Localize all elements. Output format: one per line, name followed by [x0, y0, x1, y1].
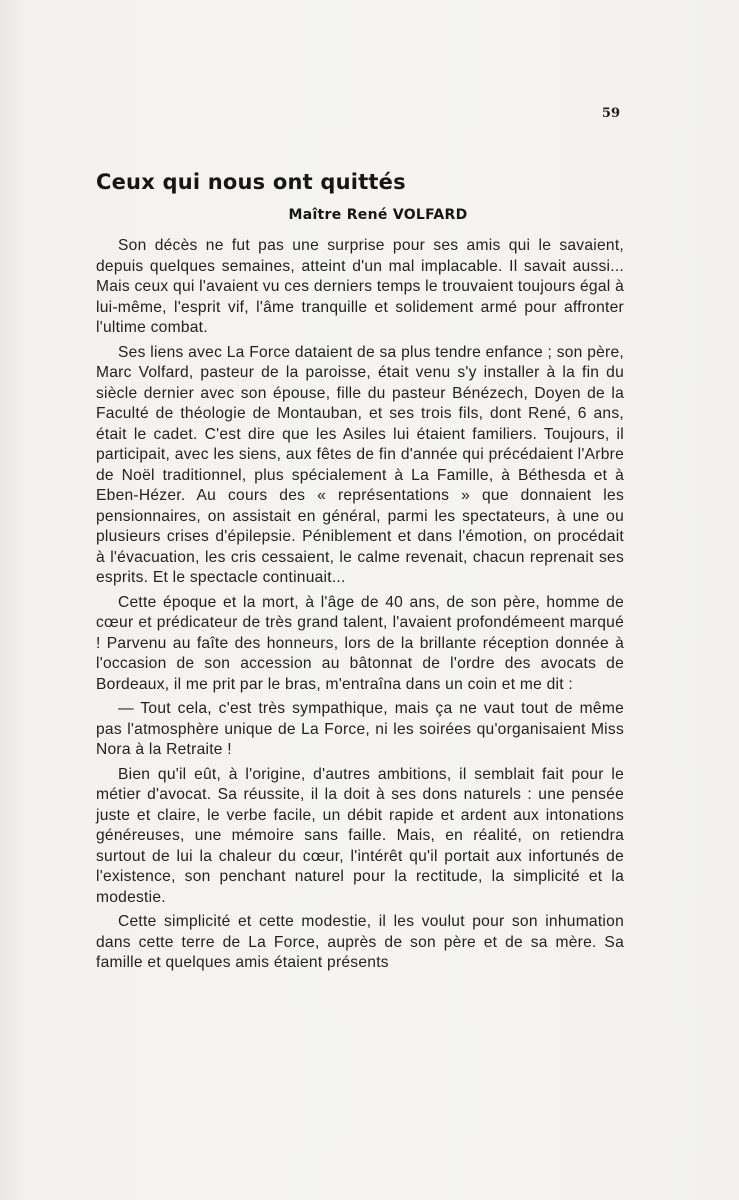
paragraph-quote: — Tout cela, c'est très sympathique, mais ça ne vaut tout de même pas l'atmosphère unique de La Force, ni les soirées qu'organisaient Miss Nora à la Retraite !: [96, 700, 624, 758]
paragraph: Cette époque et la mort, à l'âge de 40 ans, de son père, homme de cœur et prédicateur de très grand talent, l'avaient profondémeent marqué ! Parvenu au faîte des honneurs, lors de la brillante réception donnée à l'occasion de son accession au bâtonnat de l'ordre des avocats de Bordeaux, il me prit par le bras, m'entraîna dans un coin et me dit :: [96, 593, 624, 693]
article-subtitle: Maître René VOLFARD: [288, 207, 468, 223]
paragraph: Son décès ne fut pas une surprise pour ses amis qui le savaient, depuis quelques semaines, atteint d'un mal implacable. Il savait aussi... Mais ceux qui l'avaient vu ces derniers temps le trouvaient toujours égal à lui-même, l'esprit vif, l'âme tranquille et solidement armé pour affronter l'ultime combat.: [96, 237, 624, 336]
page-number: 59: [601, 106, 620, 121]
article: [96, 168, 624, 978]
article-title: Ceux qui nous ont quittés: [96, 170, 406, 194]
paragraph: Cette simplicité et cette modestie, il les voulut pour son inhumation dans cette terre de La Force, auprès de son père et de sa mère. Sa famille et quelques amis étaient présents: [96, 913, 624, 971]
paragraph: Bien qu'il eût, à l'origine, d'autres ambitions, il semblait fait pour le métier d'avocat. Sa réussite, il la doit à ses dons naturels : une pensée juste et claire, le verbe facile, un débit rapide et ardent aux intonations généreuses, une mémoire sans faille. Mais, en réalité, on retiendra surtout de lui la chaleur du cœur, l'intérêt qu'il portait aux infortunés de l'existence, son penchant naturel pour la rectitude, la simplicité et la modestie.: [96, 765, 624, 906]
paragraph: Ses liens avec La Force dataient de sa plus tendre enfance ; son père, Marc Volfard, pasteur de la paroisse, était venu s'y installer à la fin du siècle dernier avec son épouse, fille du pasteur Bénézech, Doyen de la Faculté de théologie de Montauban, et ses trois fils, dont René, 6 ans, était le cadet. C'est dire que les Asiles lui étaient familiers. Toujours, il participait, avec les siens, aux fêtes de fin d'année qui précédaient l'Arbre de Noël traditionnel, plus spécialement à La Famille, à Béthesda et à Eben-Hézer. Au cours des « représentations » que donnaient les pensionnaires, on assistait en général, parmi les spectateurs, à une ou plusieurs crises d'épilepsie. Péniblement et dans l'émotion, on procédait à l'évacuation, les cris cessaient, le calme revenait, chacun reprenait ses esprits. Et le spectacle continuait...: [96, 343, 624, 586]
